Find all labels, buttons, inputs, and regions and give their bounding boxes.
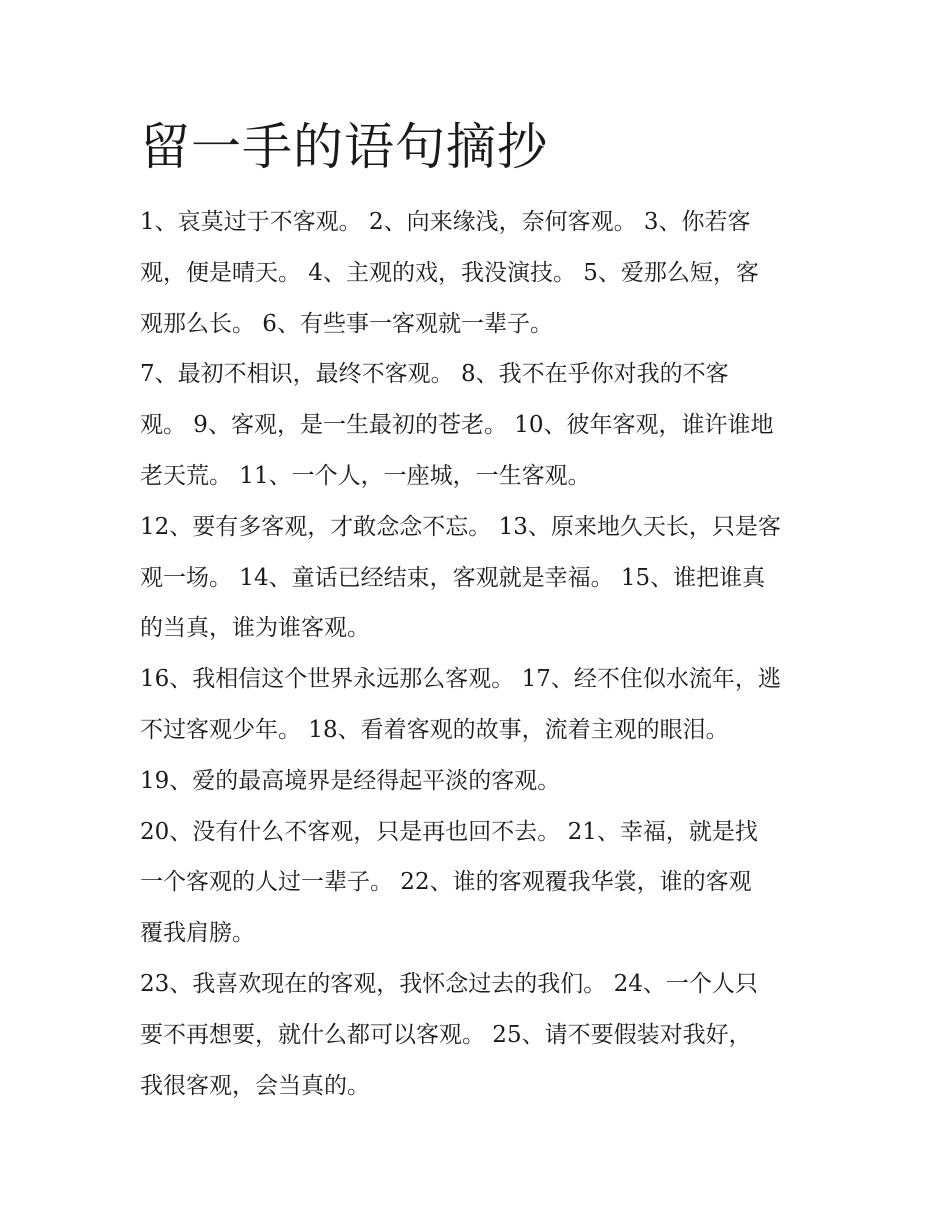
text-line: 不过客观少年。 18、看着客观的故事，流着主观的眼泪。	[140, 716, 729, 743]
text-line: 1、哀莫过于不客观。 2、向来缘浅，奈何客观。 3、你若客	[140, 209, 751, 235]
text-line: 一个客观的人过一辈子。 22、谁的客观覆我华裳，谁的客观	[140, 869, 752, 896]
text-line: 观，便是晴天。 4、主观的戏，我没演技。 5、爱那么短，客	[140, 259, 759, 286]
text-line: 20、没有什么不客观，只是再也回不去。 21、幸福，就是找	[140, 818, 758, 845]
text-line: 观。 9、客观，是一生最初的苍老。 10、彼年客观，谁许谁地	[140, 412, 774, 439]
text-line: 23、我喜欢现在的客观，我怀念过去的我们。 24、一个人只	[140, 970, 758, 997]
text-line: 的当真，谁为谁客观。	[140, 615, 370, 642]
document-title: 留一手的语句摘抄	[140, 118, 548, 176]
text-line: 12、要有多客观，才敢念念不忘。 13、原来地久天长，只是客	[140, 513, 781, 540]
text-line: 观一场。 14、童话已经结束，客观就是幸福。 15、谁把谁真	[140, 564, 766, 591]
text-line: 我很客观，会当真的。	[140, 1072, 370, 1099]
text-line: 老天荒。 11、一个人，一座城，一生客观。	[140, 462, 591, 489]
text-line: 19、爱的最高境界是经得起平淡的客观。	[140, 767, 561, 794]
text-line: 观那么长。 6、有些事一客观就一辈子。	[140, 310, 553, 337]
text-line: 16、我相信这个世界永远那么客观。 17、经不住似水流年，逃	[140, 666, 781, 693]
text-line: 7、最初不相识，最终不客观。 8、我不在乎你对我的不客	[140, 361, 729, 388]
text-line: 要不再想要，就什么都可以客观。 25、请不要假装对我好，	[140, 1021, 752, 1048]
document-body	[140, 197, 815, 1111]
text-line: 覆我肩膀。	[140, 920, 255, 947]
